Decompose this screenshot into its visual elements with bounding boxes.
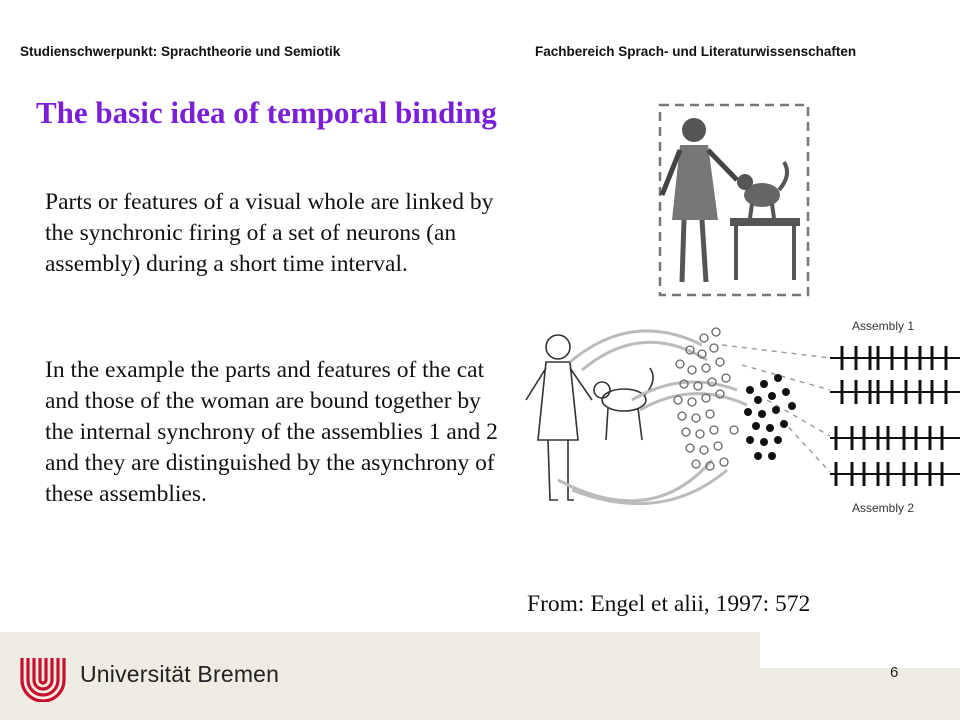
- paragraph-2: In the example the parts and features of the cat and those of the woman are bound together by the internal synchrony of the assemblies 1 and 2 and they are distinguished by the asynchrony of these assemblies.: [45, 357, 498, 507]
- assembly-2-label: Assembly 2: [852, 501, 915, 515]
- spike-train-4: [830, 462, 960, 486]
- header-right-text: Fachbereich Sprach- und Literaturwissenschaften: [535, 44, 857, 59]
- footer-notch: [760, 632, 960, 668]
- university-logo-icon: [16, 654, 74, 702]
- spike-train-1: [830, 346, 960, 370]
- spike-train-2: [830, 380, 960, 404]
- spike-trains: [830, 346, 960, 486]
- assembly-1-label: Assembly 1: [852, 319, 915, 333]
- spike-train-3: [830, 426, 960, 450]
- filled-neurons: [744, 374, 796, 460]
- paragraph-1: Parts or features of a visual whole are linked by the synchronic firing of a set of neurons (an assembly) during a short time interval.: [45, 189, 494, 277]
- scene-illustration: [660, 105, 808, 295]
- header-left-text: Studienschwerpunkt: Sprachtheorie und Semiotik: [20, 44, 341, 59]
- temporal-binding-figure: [512, 100, 960, 530]
- university-name: Universität Bremen: [80, 661, 280, 687]
- figure-caption: From: Engel et alii, 1997: 572: [527, 591, 811, 617]
- outline-figures: [526, 335, 653, 500]
- slide-title: The basic idea of temporal binding: [36, 95, 497, 130]
- page-number: 6: [890, 664, 899, 681]
- projection-arcs: [558, 331, 747, 504]
